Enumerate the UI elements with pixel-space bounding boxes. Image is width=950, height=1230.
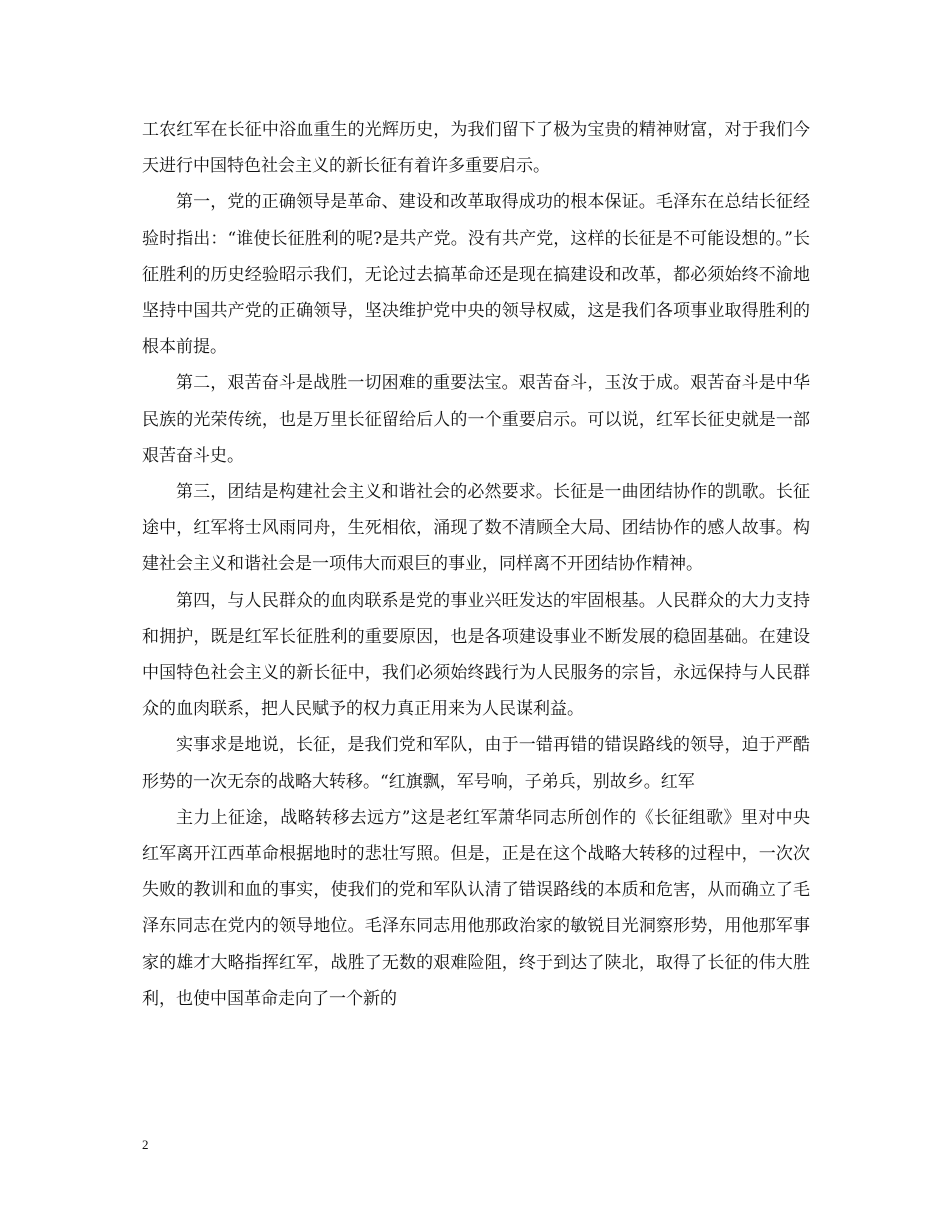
page-number: 2 <box>142 1137 149 1152</box>
paragraph-intro: 工农红军在长征中浴血重生的光辉历史，为我们留下了极为宝贵的精神财富，对于我们今天进行中国特色社会主义的新长征有着许多重要启示。 <box>142 120 810 177</box>
paragraph-third-point: 第三，团结是构建社会主义和谐社会的必然要求。长征是一曲团结协作的凯歌。长征途中，红军将士风雨同舟，生死相依，涌现了数不清顾全大局、团结协作的感人故事。构建社会主义和谐社会是一项伟大而艰巨的事业，同样离不开团结协作精神。 <box>142 482 810 575</box>
paragraph-fourth-point: 第四，与人民群众的血肉联系是党的事业兴旺发达的牢固根基。人民群众的大力支持和拥护，既是红军长征胜利的重要原因，也是各项建设事业不断发展的稳固基础。在建设中国特色社会主义的新长征中，我们必须始终践行为人民服务的宗旨，永远保持与人民群众的血肉联系，把人民赋予的权力真正用来为人民谋利益。 <box>142 590 810 720</box>
document-body <box>142 112 810 1017</box>
paragraph-first-point: 第一，党的正确领导是革命、建设和改革取得成功的根本保证。毛泽东在总结长征经验时指出：“谁使长征胜利的呢?是共产党。没有共产党，这样的长征是不可能设想的。”长征胜利的历史经验昭示我们，无论过去搞革命还是现在搞建设和改革，都必须始终不渝地坚持中国共产党的正确领导，坚决维护党中央的领导权威，这是我们各项事业取得胜利的根本前提。 <box>142 192 810 358</box>
paragraph-long-march-retreat: 实事求是地说，长征，是我们党和军队，由于一错再错的错误路线的领导，迫于严酷形势的一次无奈的战略大转移。“红旗飘，军号响，子弟兵，别故乡。红军 <box>142 735 810 792</box>
paragraph-second-point: 第二，艰苦奋斗是战胜一切困难的重要法宝。艰苦奋斗，玉汝于成。艰苦奋斗是中华民族的光荣传统，也是万里长征留给后人的一个重要启示。可以说，红军长征史就是一部艰苦奋斗史。 <box>142 373 810 466</box>
paragraph-long-march-victory: 主力上征途，战略转移去远方”这是老红军萧华同志所创作的《长征组歌》里对中央红军离开江西革命根据地时的悲壮写照。但是，正是在这个战略大转移的过程中，一次次失败的教训和血的事实，使我们的党和军队认清了错误路线的本质和危害，从而确立了毛泽东同志在党内的领导地位。毛泽东同志用他那政治家的敏锐目光洞察形势，用他那军事家的雄才大略指挥红军，战胜了无数的艰难险阻，终于到达了陕北，取得了长征的伟大胜利，也使中国革命走向了一个新的 <box>142 807 810 1009</box>
